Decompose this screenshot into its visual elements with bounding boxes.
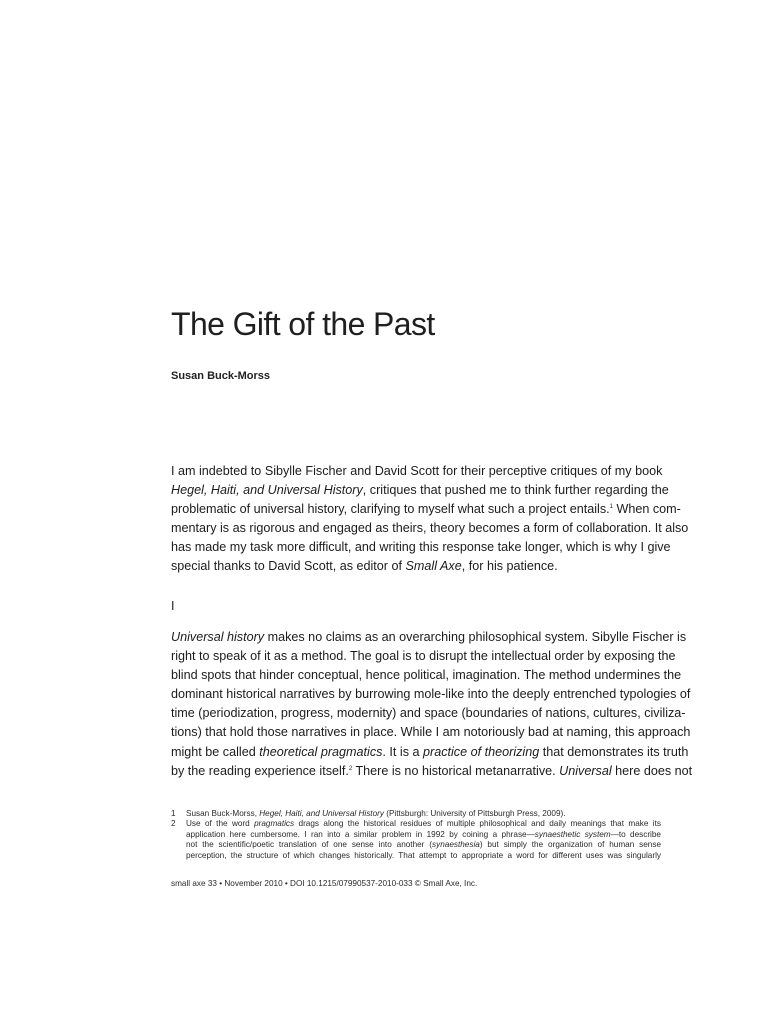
- footnote-1-number: 1: [171, 809, 176, 818]
- body-line-3-text: blind spots that hinder conceptual, hence political, imagination. The method undermines the: [171, 668, 682, 683]
- body-line-2: [171, 647, 676, 666]
- footnote-1-book-title: Hegel, Haiti, and Universal History: [259, 809, 384, 818]
- body-line-8-end: here does not: [611, 763, 693, 778]
- footnote-ref-1[interactable]: 1: [609, 504, 613, 511]
- footnote-2-body: [186, 819, 661, 861]
- footnote-2-line-4-text: perception, the structure of which changes historically. That attempt to appropriate a word for different uses was singularly: [186, 850, 661, 860]
- intro-line-2-text: , critiques that pushed me to think further regarding the: [362, 483, 669, 498]
- body-line-7-end: that demonstrates its truth: [539, 744, 689, 759]
- section-number: I: [171, 599, 175, 613]
- intro-paragraph: [171, 462, 689, 577]
- intro-line-5-text: has made my task more difficult, and writing this response take longer, which is why I give: [171, 540, 671, 555]
- footnote-2-term-synaesthetic-system: synaesthetic system: [534, 829, 611, 839]
- body-line-6-text: tions) that hold those narratives in place. While I am notoriously bad at naming, this approach: [171, 725, 691, 740]
- intro-line-2: [171, 481, 669, 500]
- body-line-7-text: might be called: [171, 744, 260, 759]
- body-line-1-text: makes no claims as an overarching philosophical system. Sibylle Fischer is: [264, 630, 687, 644]
- footnote-2-term-synaesthesia: synaesthesia: [432, 840, 480, 850]
- term-italic-universal: Universal: [559, 763, 612, 778]
- term-italic-universal-history: Universal history: [171, 630, 265, 644]
- footnote-2-line-4: [186, 851, 661, 861]
- intro-line-1: [171, 462, 661, 481]
- body-line-3: [171, 666, 682, 685]
- body-line-5: [171, 704, 686, 723]
- section-paragraph: [171, 628, 693, 781]
- intro-line-4: [171, 519, 689, 538]
- footnote-ref-2[interactable]: 2: [348, 765, 353, 772]
- body-line-4: [171, 685, 691, 704]
- footnote-2-line-3-end: ) but simply the organization of human sense: [479, 840, 662, 850]
- intro-line-3-end: When com-: [612, 502, 681, 517]
- body-line-4-text: dominant historical narratives by burrowing mole-like into the deeply entrenched typologies of: [171, 687, 691, 702]
- body-line-8: [171, 762, 693, 781]
- footnote-2-line-1: [186, 819, 661, 829]
- footnote-2-line-2-end: —to describe: [610, 829, 661, 839]
- intro-line-3: [171, 500, 681, 519]
- footnote-2-term-pragmatics: pragmatics: [254, 819, 295, 829]
- intro-line-1-text: I am indebted to Sibylle Fischer and David Scott for their perceptive critiques of my book: [171, 464, 663, 478]
- body-line-8-text: by the reading experience itself.: [171, 763, 349, 778]
- intro-line-6-end: , for his patience.: [461, 559, 558, 574]
- footnote-2-line-1-text: Use of the word: [186, 819, 255, 829]
- footnote-1: [171, 809, 661, 819]
- footnote-2-line-3-text: not the scientific/poetic translation of one sense into another (: [186, 840, 433, 850]
- body-line-7: [171, 743, 689, 762]
- intro-line-3-text: problematic of universal history, clarifying to myself what such a project entails.: [171, 502, 610, 517]
- body-line-2-text: right to speak of it as a method. The goal is to disrupt the intellectual order by exposing the: [171, 649, 676, 664]
- journal-footer: small axe 33 • November 2010 • DOI 10.1215/07990537-2010-033 © Small Axe, Inc.: [171, 879, 478, 888]
- footnote-2-line-3: [186, 840, 661, 850]
- body-line-6: [171, 723, 691, 742]
- footnote-1-text: Susan Buck-Morss,: [186, 809, 260, 818]
- body-line-1: [171, 628, 687, 647]
- article-author: Susan Buck-Morss: [171, 370, 271, 382]
- intro-line-4-text: mentary is as rigorous and engaged as theirs, theory becomes a form of collaboration. It also: [171, 521, 689, 536]
- footnote-2-line-2: [186, 830, 661, 840]
- footnote-2-number: 2: [171, 819, 176, 829]
- footnote-1-citation: (Pittsburgh: University of Pittsburgh Press, 2009).: [383, 809, 566, 818]
- term-italic-theoretical-pragmatics: theoretical pragmatics: [259, 744, 383, 759]
- body-line-8-mid: There is no historical metanarrative.: [352, 763, 560, 778]
- body-line-7-mid: . It is a: [382, 744, 424, 759]
- footnote-1-line-1: [186, 809, 661, 819]
- footnote-2-line-2-text: application here cumbersome. I ran into a similar problem in 1992 by coining a phrase—: [186, 829, 535, 839]
- intro-line-5: [171, 538, 671, 557]
- intro-line-6: [171, 557, 661, 576]
- body-line-5-text: time (periodization, progress, modernity) and space (boundaries of nations, cultures, civiliza-: [171, 706, 686, 721]
- article-title: The Gift of the Past: [171, 306, 435, 342]
- footnotes: [171, 809, 661, 861]
- footnote-1-body: [186, 809, 661, 819]
- book-title-italic: Hegel, Haiti, and Universal History: [171, 483, 363, 498]
- footnote-2-line-1-end: drags along the historical residues of multiple philosophical and daily meanings that make its: [294, 819, 661, 829]
- journal-name-italic: Small Axe: [405, 559, 462, 574]
- footnote-2: [171, 819, 661, 861]
- term-italic-practice-of-theorizing: practice of theorizing: [423, 744, 540, 759]
- intro-line-6-text: special thanks to David Scott, as editor of: [171, 559, 406, 574]
